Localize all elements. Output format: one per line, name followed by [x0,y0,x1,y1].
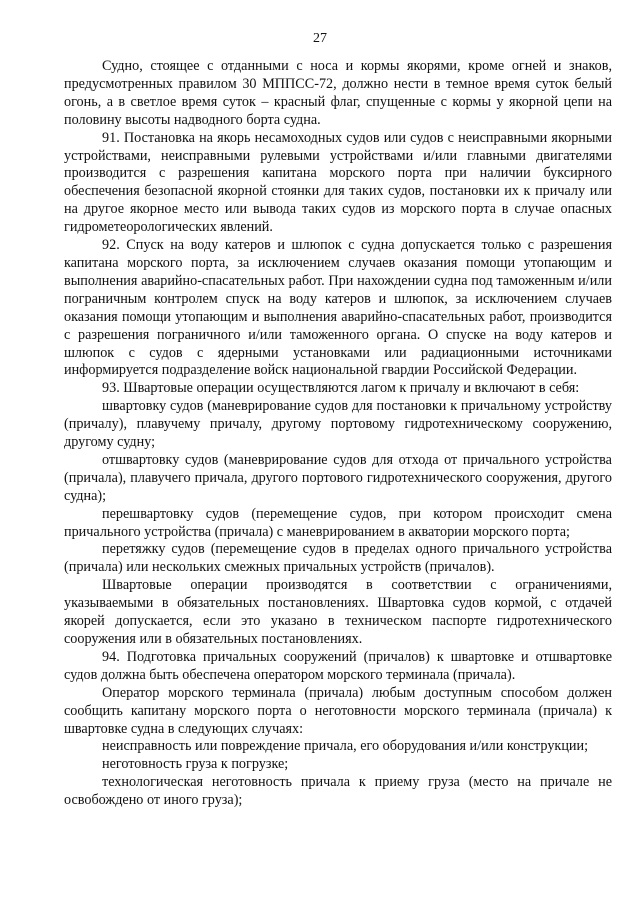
paragraph-92: 92. Спуск на воду катеров и шлюпок с судна допускается только с разрешения капитана морского порта, за исключением случаев оказания помощи утопающим и выполнения аварийно-спасательных работ. При нахождении судна под таможенным и/или пограничным контролем спуск на воду катеров и шлюпок, за исключением случаев оказания помощи утопающим и выполнения аварийно-спасательных работ, производится с разрешения пограничного и/или таможенного органа. О спуске на воду катеров и шлюпок с судов с ядерными установками или радиационными источниками информируется подразделение войск национальной гвардии Российской Федерации. [64,237,612,379]
list-item-berth-damage: неисправность или повреждение причала, его оборудования и/или конструкции; [102,738,589,755]
list-item-mooring: швартовку судов (маневрирование судов для постановки к причальному устройству (причалу), плавучему причалу, другому портовому гидротехническому сооружению, другому судну; [64,398,612,451]
page-number: 27 [313,31,327,46]
list-item-cargo-unready: неготовность груза к погрузке; [102,756,289,773]
list-item-warping: перетяжку судов (перемещение судов в пределах одного причального устройства (причала) или нескольких смежных причальных устройств (причалов). [64,541,612,576]
list-item-unmooring: отшвартовку судов (маневрирование судов для отхода от причального устройства (причала), плавучего причала, другого портового гидротехнического сооружения, другого судна); [64,451,612,504]
paragraph-91: 91. Постановка на якорь несамоходных судов или судов с неисправными якорными устройствами, неисправными рулевыми устройствами и/или главными двигателями производится с разрешения капитана морского порта при наличии буксирного обеспечения безопасной якорной стоянки для таких судов, постановки их к причалу или на другое якорное место или вывода таких судов из морского порта в случае опасных гидрометеорологических явлений. [64,129,612,236]
list-item-remooring: перешвартовку судов (перемещение судов, при котором происходит смена причального устройства (причала) с маневрированием в акватории морского порта; [64,505,612,540]
paragraph-terminal-operator: Оператор морского терминала (причала) любым доступным способом должен сообщить капитану морского порта о неготовности морского терминала (причала) к швартовке судна в следующих случаях: [64,684,612,737]
list-item-berth-technological: технологическая неготовность причала к приему груза (место на причале не освобождено от иного груза); [64,774,612,809]
document-body [64,58,612,810]
paragraph-mooring-restrictions: Швартовые операции производятся в соответствии с ограничениями, указываемыми в обязательных постановлениях. Швартовка судов кормой, с отдачей якорей допускается, если это указано в техническом паспорте гидротехнического сооружения или в обязательных постановлениях. [64,577,612,647]
paragraph-94: 94. Подготовка причальных сооружений (причалов) к швартовке и отшвартовке судов должна быть обеспечена оператором морского терминала (причала). [64,648,612,683]
paragraph-93: 93. Швартовые операции осуществляются лагом к причалу и включают в себя: [102,380,580,397]
paragraph-anchor-signals: Судно, стоящее с отданными с носа и кормы якорями, кроме огней и знаков, предусмотренных правилом 30 МППСС-72, должно нести в темное время суток белый огонь, а в светлое время суток – красный флаг, спущенные с кормы у якорной цепи на половину высоты надводного борта судна. [64,58,612,128]
